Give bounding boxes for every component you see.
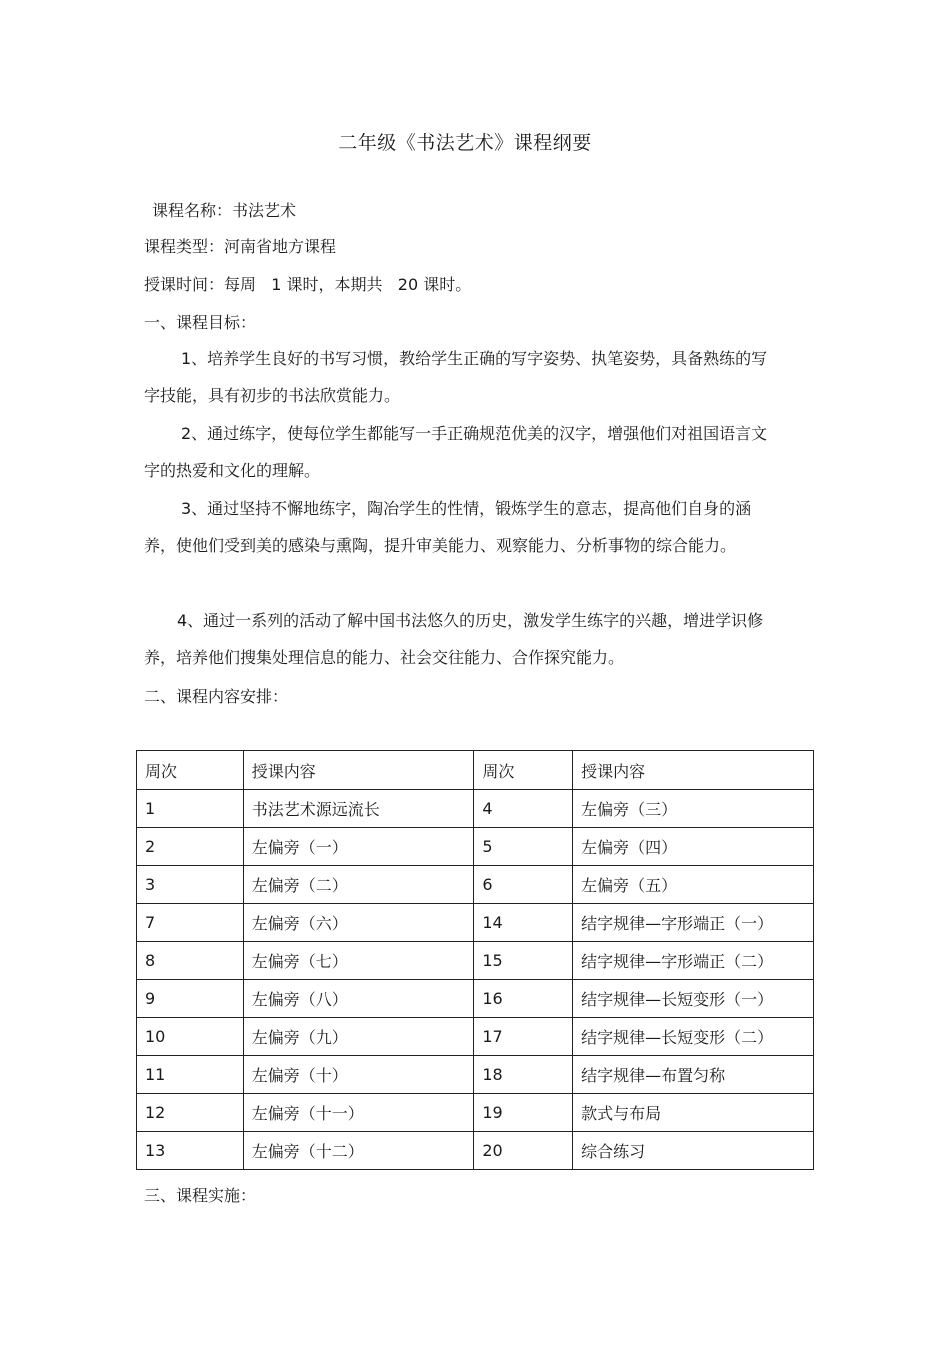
content-cell: 左偏旁（五） [573,866,814,904]
content-cell: 结字规律—长短变形（一） [573,980,814,1018]
content-cell: 左偏旁（十一） [243,1094,474,1132]
content-cell: 左偏旁（十） [243,1056,474,1094]
week-cell: 10 [137,1018,244,1056]
week-cell: 3 [137,866,244,904]
course-name-line: 课程名称：书法艺术 [152,201,297,220]
week-cell: 14 [474,904,573,942]
content-cell: 综合练习 [573,1132,814,1170]
week-cell: 16 [474,980,573,1018]
week-cell: 13 [137,1132,244,1170]
table-row [137,1056,814,1094]
week-cell: 12 [137,1094,244,1132]
week-cell: 1 [137,790,244,828]
implementation-heading: 三、课程实施： [144,1186,257,1205]
table-row [137,942,814,980]
content-cell: 左偏旁（四） [573,828,814,866]
goal-paragraph-1: 1、培养学生良好的书写习惯，教给学生正确的写字姿势、执笔姿势，具备熟练的写字技能，具有初步的书法欣赏能力。 [144,349,768,405]
table-row [137,904,814,942]
table-row [137,866,814,904]
table-row [137,828,814,866]
class-time-line: 授课时间：每周 1 课时，本期共 20 课时。 [144,275,472,294]
week-cell: 9 [137,980,244,1018]
content-heading: 二、课程内容安排： [144,687,289,706]
week-cell: 6 [474,866,573,904]
goal-paragraph-3: 3、通过坚持不懈地练字，陶冶学生的性情，锻炼学生的意志，提高他们自身的涵养，使他们受到美的感染与熏陶，提升审美能力、观察能力、分析事物的综合能力。 [144,499,752,555]
content-cell: 款式与布局 [573,1094,814,1132]
week-cell: 4 [474,790,573,828]
table-row [137,790,814,828]
content-cell: 左偏旁（十二） [243,1132,474,1170]
content-cell: 结字规律—长短变形（二） [573,1018,814,1056]
week-cell: 19 [474,1094,573,1132]
content-cell: 左偏旁（六） [243,904,474,942]
content-cell: 左偏旁（一） [243,828,474,866]
schedule-table [136,750,814,1170]
content-cell: 左偏旁（九） [243,1018,474,1056]
header-content-right: 授课内容 [573,751,814,790]
week-cell: 7 [137,904,244,942]
week-cell: 11 [137,1056,244,1094]
week-cell: 5 [474,828,573,866]
table-row [137,1132,814,1170]
course-type-line: 课程类型：河南省地方课程 [144,237,337,256]
content-cell: 结字规律—字形端正（二） [573,942,814,980]
goals-heading: 一、课程目标： [144,313,257,332]
header-week-left: 周次 [137,751,244,790]
week-cell: 18 [474,1056,573,1094]
table-row [137,1094,814,1132]
goal-paragraph-2: 2、通过练字，使每位学生都能写一手正确规范优美的汉字，增强他们对祖国语言文字的热爱和文化的理解。 [144,424,768,480]
goal-paragraph-4: 4、通过一系列的活动了解中国书法悠久的历史，激发学生练字的兴趣，增进学识修养，培养他们搜集处理信息的能力、社会交往能力、合作探究能力。 [144,611,764,667]
table-row [137,980,814,1018]
week-cell: 20 [474,1132,573,1170]
table-row [137,1018,814,1056]
document-title: 二年级《书法艺术》课程纲要 [338,132,592,154]
week-cell: 15 [474,942,573,980]
header-content-left: 授课内容 [243,751,474,790]
week-cell: 17 [474,1018,573,1056]
content-cell: 书法艺术源远流长 [243,790,474,828]
content-cell: 左偏旁（八） [243,980,474,1018]
header-week-right: 周次 [474,751,573,790]
content-cell: 结字规律—布置匀称 [573,1056,814,1094]
content-cell: 左偏旁（七） [243,942,474,980]
week-cell: 2 [137,828,244,866]
content-cell: 左偏旁（三） [573,790,814,828]
content-cell: 左偏旁（二） [243,866,474,904]
content-cell: 结字规律—字形端正（一） [573,904,814,942]
table-header-row [137,751,814,790]
week-cell: 8 [137,942,244,980]
